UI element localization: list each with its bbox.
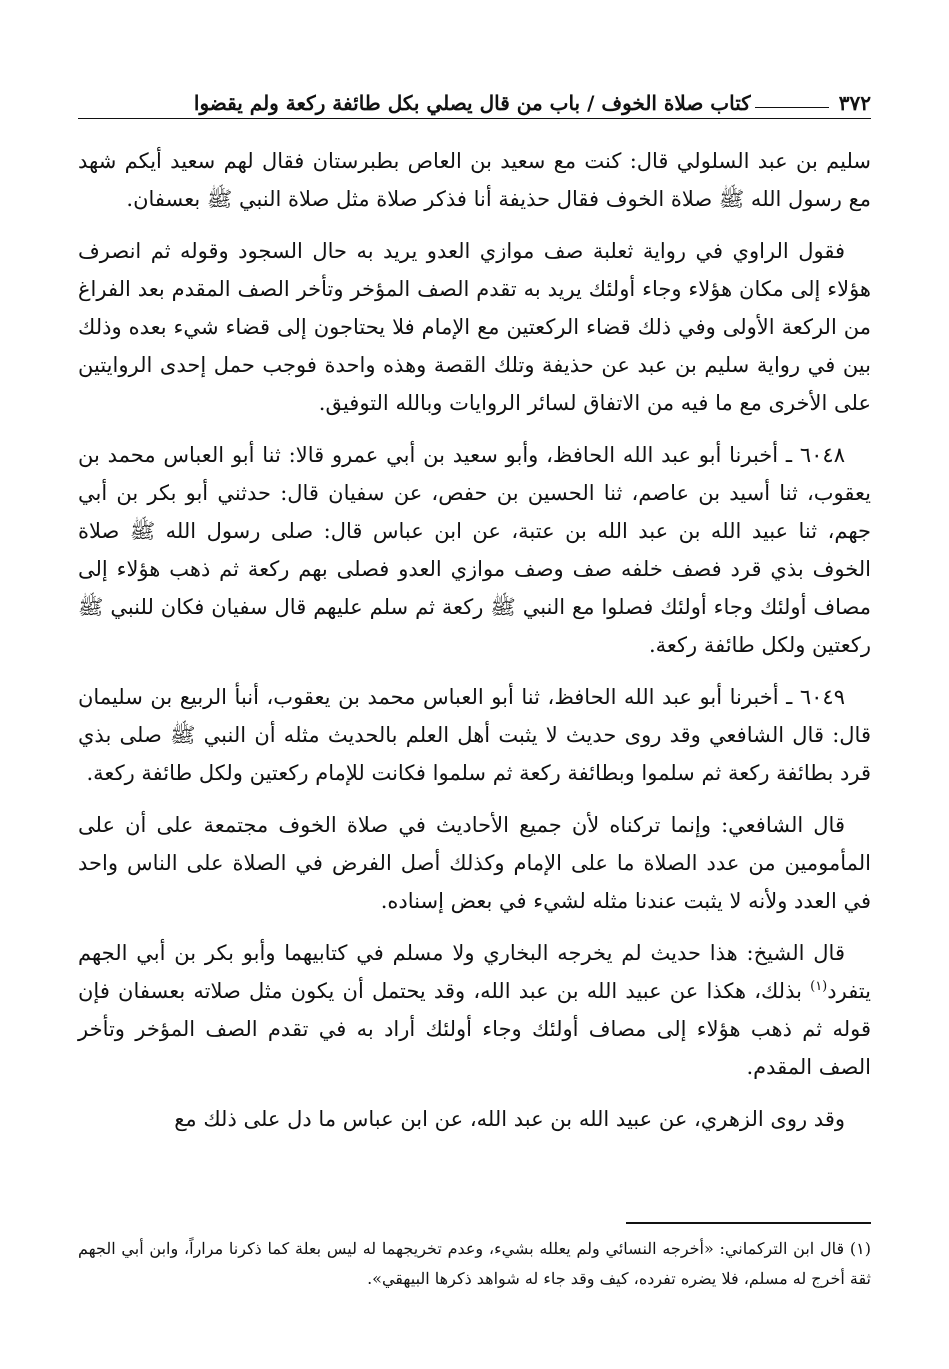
page-number: ٣٧٢ [838,91,871,115]
paragraph-text: قال الشيخ: هذا حديث لم يخرجه البخاري ولا مسلم في كتابيهما وأبو بكر بن أبي الجهم يتفرد [78,941,871,1003]
paragraph: ٦٠٤٨ ـ أخبرنا أبو عبد الله الحافظ، وأبو سعيد بن أبي عمرو قالا: ثنا أبو العباس محمد بن يعقوب، ثنا أسيد بن عاصم، ثنا الحسين بن حفص، عن سفيان قال: حدثني أبو بكر بن أبي جهم، ثنا عبيد الله بن عبد الله بن عتبة، عن ابن عباس قال: صلى رسول الله ﷺ صلاة الخوف بذي قرد فصف خلفه صف وصف موازي العدو فصلى بهم ركعة ثم ذهب هؤلاء إلى مصاف أولئك وجاء أولئك فصلوا مع النبي ﷺ ركعة ثم سلم عليهم قال سفيان فكان للنبي ﷺ ركعتين ولكل طائفة ركعة. [78,443,871,657]
footnote-reference[interactable]: (١) [810,979,828,994]
header-dash-rule [755,107,829,108]
paragraph-with-footnote [78,934,871,1086]
paragraph: فقول الراوي في رواية ثعلبة صف موازي العدو يريد به حال السجود وقوله ثم انصرف هؤلاء إلى مكان هؤلاء وجاء أولئك يريد به تقدم الصف المؤخر وتأخر الصف المقدم بعد الفراغ من الركعة الأولى وفي ذلك قضاء الركعتين مع الإمام فلا يحتاجون إلى قضاء شيء بعده وذلك بين في رواية سليم بن عبد عن حذيفة وتلك القصة وهذه واحدة فوجب حمل إحدى الروايتين على الأخرى مع ما فيه من الاتفاق لسائر الروايات وبالله التوفيق. [78,239,871,415]
paragraph: قال الشافعي: وإنما تركناه لأن جميع الأحاديث في صلاة الخوف مجتمعة على أن على المأمومين من عدد الصلاة ما على الإمام وكذلك أصل الفرض في الصلاة على الناس واحد في العدد ولأنه لا يثبت عندنا مثله لشيء في بعض إسناده. [78,813,871,913]
footnotes [78,1234,871,1294]
paragraph: سليم بن عبد السلولي قال: كنت مع سعيد بن العاص بطبرستان فقال لهم سعيد أيكم شهد مع رسول الله ﷺ صلاة الخوف فقال حذيفة أنا فذكر صلاة مثل صلاة النبي ﷺ بعسفان. [78,149,871,211]
paragraph-text: بذلك، هكذا عن عبيد الله بن عبد الله، وقد يحتمل أن يكون مثل صلاته بعسفان فإن قوله ثم ذهب هؤلاء إلى مصاف أولئك وجاء أولئك أراد به في تقدم الصف المؤخر وتأخر الصف المقدم. [78,979,871,1079]
footnote-separator [626,1222,871,1224]
footnote: (١) قال ابن التركماني: «أخرجه النسائي ولم يعلله بشيء، وعدم تخريجهما له ليس بعلة كما ذكرنا مراراً، وابن أبي الجهم ثقة أخرج له مسلم، فلا يضره تفرده، كيف وقد جاء له شواهد ذكرها البيهقي». [78,1239,871,1288]
running-title: كتاب صلاة الخوف / باب من قال يصلي بكل طائفة ركعة ولم يقضوا [193,91,751,115]
paragraph: وقد روى الزهري، عن عبيد الله بن عبد الله، عن ابن عباس ما دل على ذلك مع [174,1107,845,1131]
main-text [78,142,871,1152]
paragraph: ٦٠٤٩ ـ أخبرنا أبو عبد الله الحافظ، ثنا أبو العباس محمد بن يعقوب، أنبأ الربيع بن سليمان قال: قال الشافعي وقد روى حديث لا يثبت أهل العلم بالحديث مثله أن النبي ﷺ صلى بذي قرد بطائفة ركعة ثم سلموا وبطائفة ركعة ثم سلموا فكانت للإمام ركعتين ولكل طائفة ركعة. [78,685,871,785]
page-header [78,84,871,119]
